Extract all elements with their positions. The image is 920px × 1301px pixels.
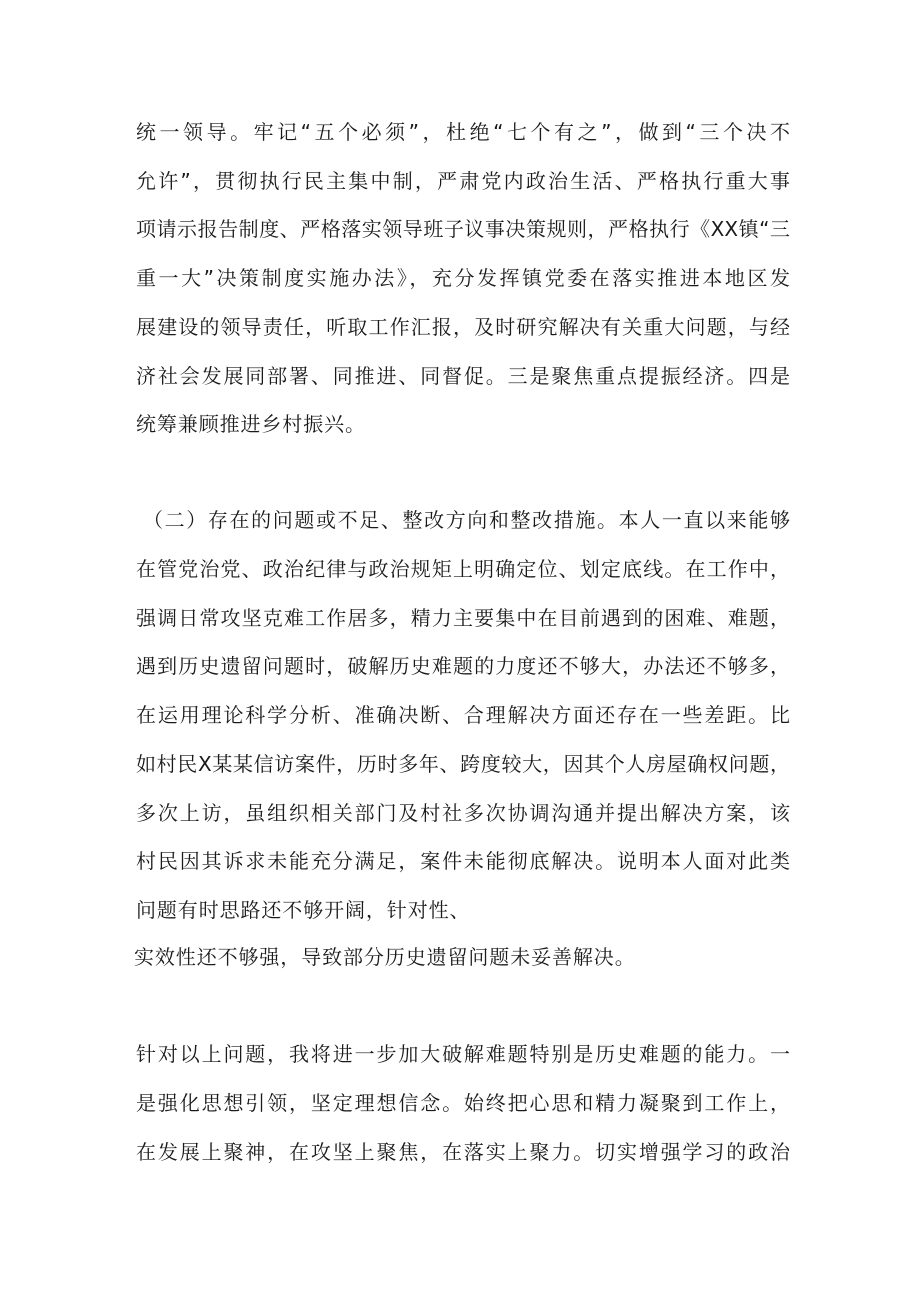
paragraph-line: 济社会发展同部署、同推进、同督促。三是聚焦重点提振经济。四是: [136, 364, 790, 388]
paragraph-line: 强调日常攻坚克难工作居多，精力主要集中在目前遇到的困难、难题，: [136, 606, 790, 630]
paragraph-line: 在发展上聚神，在攻坚上聚焦，在落实上聚力。切实增强学习的政治: [136, 1140, 790, 1164]
paragraph-line: 多次上访，虽组织相关部门及村社多次协调沟通并提出解决方案，该: [136, 801, 790, 825]
paragraph-line: 统筹兼顾推进乡村振兴。: [136, 412, 366, 436]
paragraph-line: 如村民X某某信访案件，历时多年、跨度较大，因其个人房屋确权问题，: [136, 752, 790, 776]
paragraph-line: 展建设的领导责任，听取工作汇报，及时研究解决有关重大问题，与经: [136, 315, 790, 339]
paragraph-line: 统一领导。牢记“五个必须”，杜绝“七个有之”，做到“三个决不: [136, 120, 790, 144]
paragraph-line: 村民因其诉求未能充分满足，案件未能彻底解决。说明本人面对此类: [136, 849, 790, 873]
section-heading-line: （二）存在的问题或不足、整改方向和整改措施。本人一直以来能够: [143, 508, 790, 532]
paragraph-line: 在运用理论科学分析、准确决断、合理解决方面还存在一些差距。比: [136, 703, 790, 727]
paragraph-line: 允许”，贯彻执行民主集中制，严肃党内政治生活、严格执行重大事: [136, 169, 790, 193]
paragraph-line: 问题有时思路还不够开阔，针对性、: [136, 898, 471, 922]
paragraph-line: 遇到历史遗留问题时，破解历史难题的力度还不够大，办法还不够多，: [136, 654, 790, 678]
paragraph-line: 项请示报告制度、严格落实领导班子议事决策规则，严格执行《XX镇“三: [136, 217, 790, 241]
paragraph-line: 在管党治党、政治纪律与政治规矩上明确定位、划定底线。在工作中，: [136, 557, 790, 581]
paragraph-line: 实效性还不够强，导致部分历史遗留问题未妥善解决。: [134, 945, 636, 969]
paragraph-line: 针对以上问题，我将进一步加大破解难题特别是历史难题的能力。一: [136, 1042, 790, 1066]
paragraph-line: 重一大”决策制度实施办法》，充分发挥镇党委在落实推进本地区发: [136, 266, 790, 290]
paragraph-line: 是强化思想引领，坚定理想信念。始终把心思和精力凝聚到工作上，: [136, 1091, 790, 1115]
